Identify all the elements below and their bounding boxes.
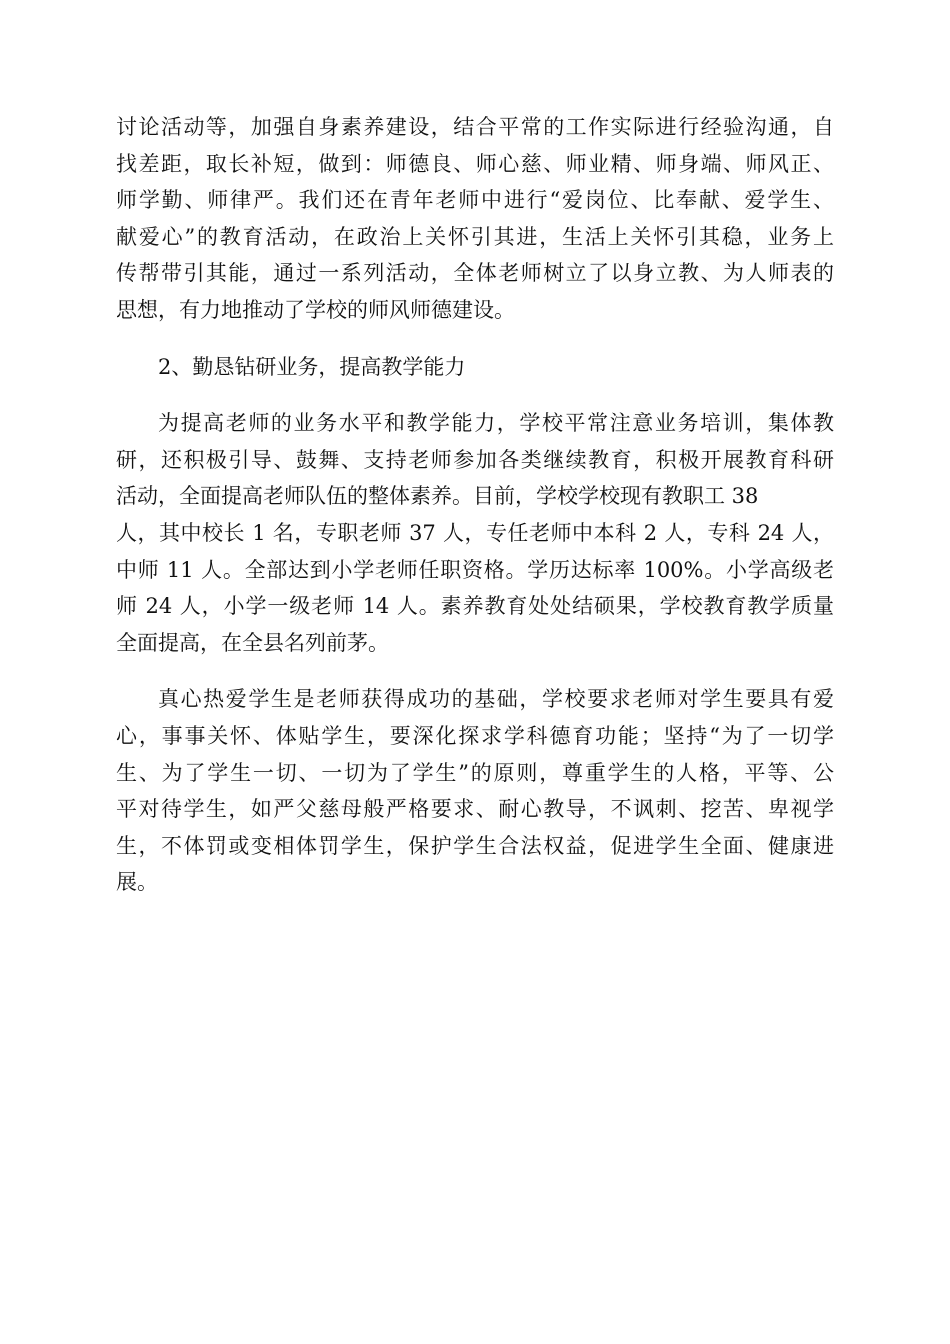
text-line: 心，事事关怀、体贴学生，要深化探求学科德育功能；坚持“为了一切学 xyxy=(116,723,834,748)
text-line: 生，不体罚或变相体罚学生，保护学生合法权益，促进学生全面、健康进 xyxy=(116,833,834,858)
text-line: 全面提高，在全县名列前茅。 xyxy=(116,630,389,655)
text-line: 讨论活动等，加强自身素养建设，结合平常的工作实际进行经验沟通，自 xyxy=(116,115,834,139)
text-line: 思想，有力地推动了学校的师风师德建设。 xyxy=(116,297,515,322)
paragraph-spacer xyxy=(116,385,834,405)
text-line: 平对待学生，如严父慈母般严格要求、耐心教导，不讽刺、挖苦、卑视学 xyxy=(116,797,834,822)
text-line: 为提高老师的业务水平和教学能力，学校平常注意业务培训，集体教 xyxy=(158,411,834,436)
text-line: 人，其中校长 1 名，专职老师 37 人，专任老师中本科 2 人，专科 24 人， xyxy=(116,520,834,545)
text-line: 生、为了学生一切、一切为了学生”的原则，尊重学生的人格，平等、公 xyxy=(116,760,834,785)
text-line: 真心热爱学生是老师获得成功的基础，学校要求老师对学生要具有爱 xyxy=(158,687,834,712)
paragraph-spacer xyxy=(116,661,834,681)
text-line: 中师 11 人。全部达到小学老师任职资格。学历达标率 100%。小学高级老 xyxy=(116,557,834,582)
text-line: 展。 xyxy=(116,870,158,895)
paragraph-love-students xyxy=(116,681,834,901)
text-line: 研，还积极引导、鼓舞、支持老师参加各类继续教育，积极开展教育科研 xyxy=(116,447,834,472)
text-line: 找差距，取长补短，做到：师德良、师心慈、师业精、师身端、师风正、 xyxy=(116,151,834,176)
heading-text: 2、勤恳钻研业务，提高教学能力 xyxy=(158,354,466,379)
document-body xyxy=(116,109,834,901)
paragraph-teaching-ability xyxy=(116,405,834,661)
section-heading xyxy=(116,349,834,386)
text-line: 师 24 人，小学一级老师 14 人。素养教育处处结硕果，学校教育教学质量 xyxy=(116,594,834,619)
text-line: 师学勤、师律严。我们还在青年老师中进行“爱岗位、比奉献、爱学生、 xyxy=(116,188,834,213)
text-line: 献爱心”的教育活动，在政治上关怀引其进，生活上关怀引其稳，业务上 xyxy=(116,224,834,249)
text-line: 活动，全面提高老师队伍的整体素养。目前，学校学校现有教职工 38 xyxy=(116,484,759,509)
paragraph-spacer xyxy=(116,329,834,349)
text-line: 传帮带引其能，通过一系列活动，全体老师树立了以身立教、为人师表的 xyxy=(116,261,834,286)
paragraph-teacher-ethics xyxy=(116,109,834,329)
